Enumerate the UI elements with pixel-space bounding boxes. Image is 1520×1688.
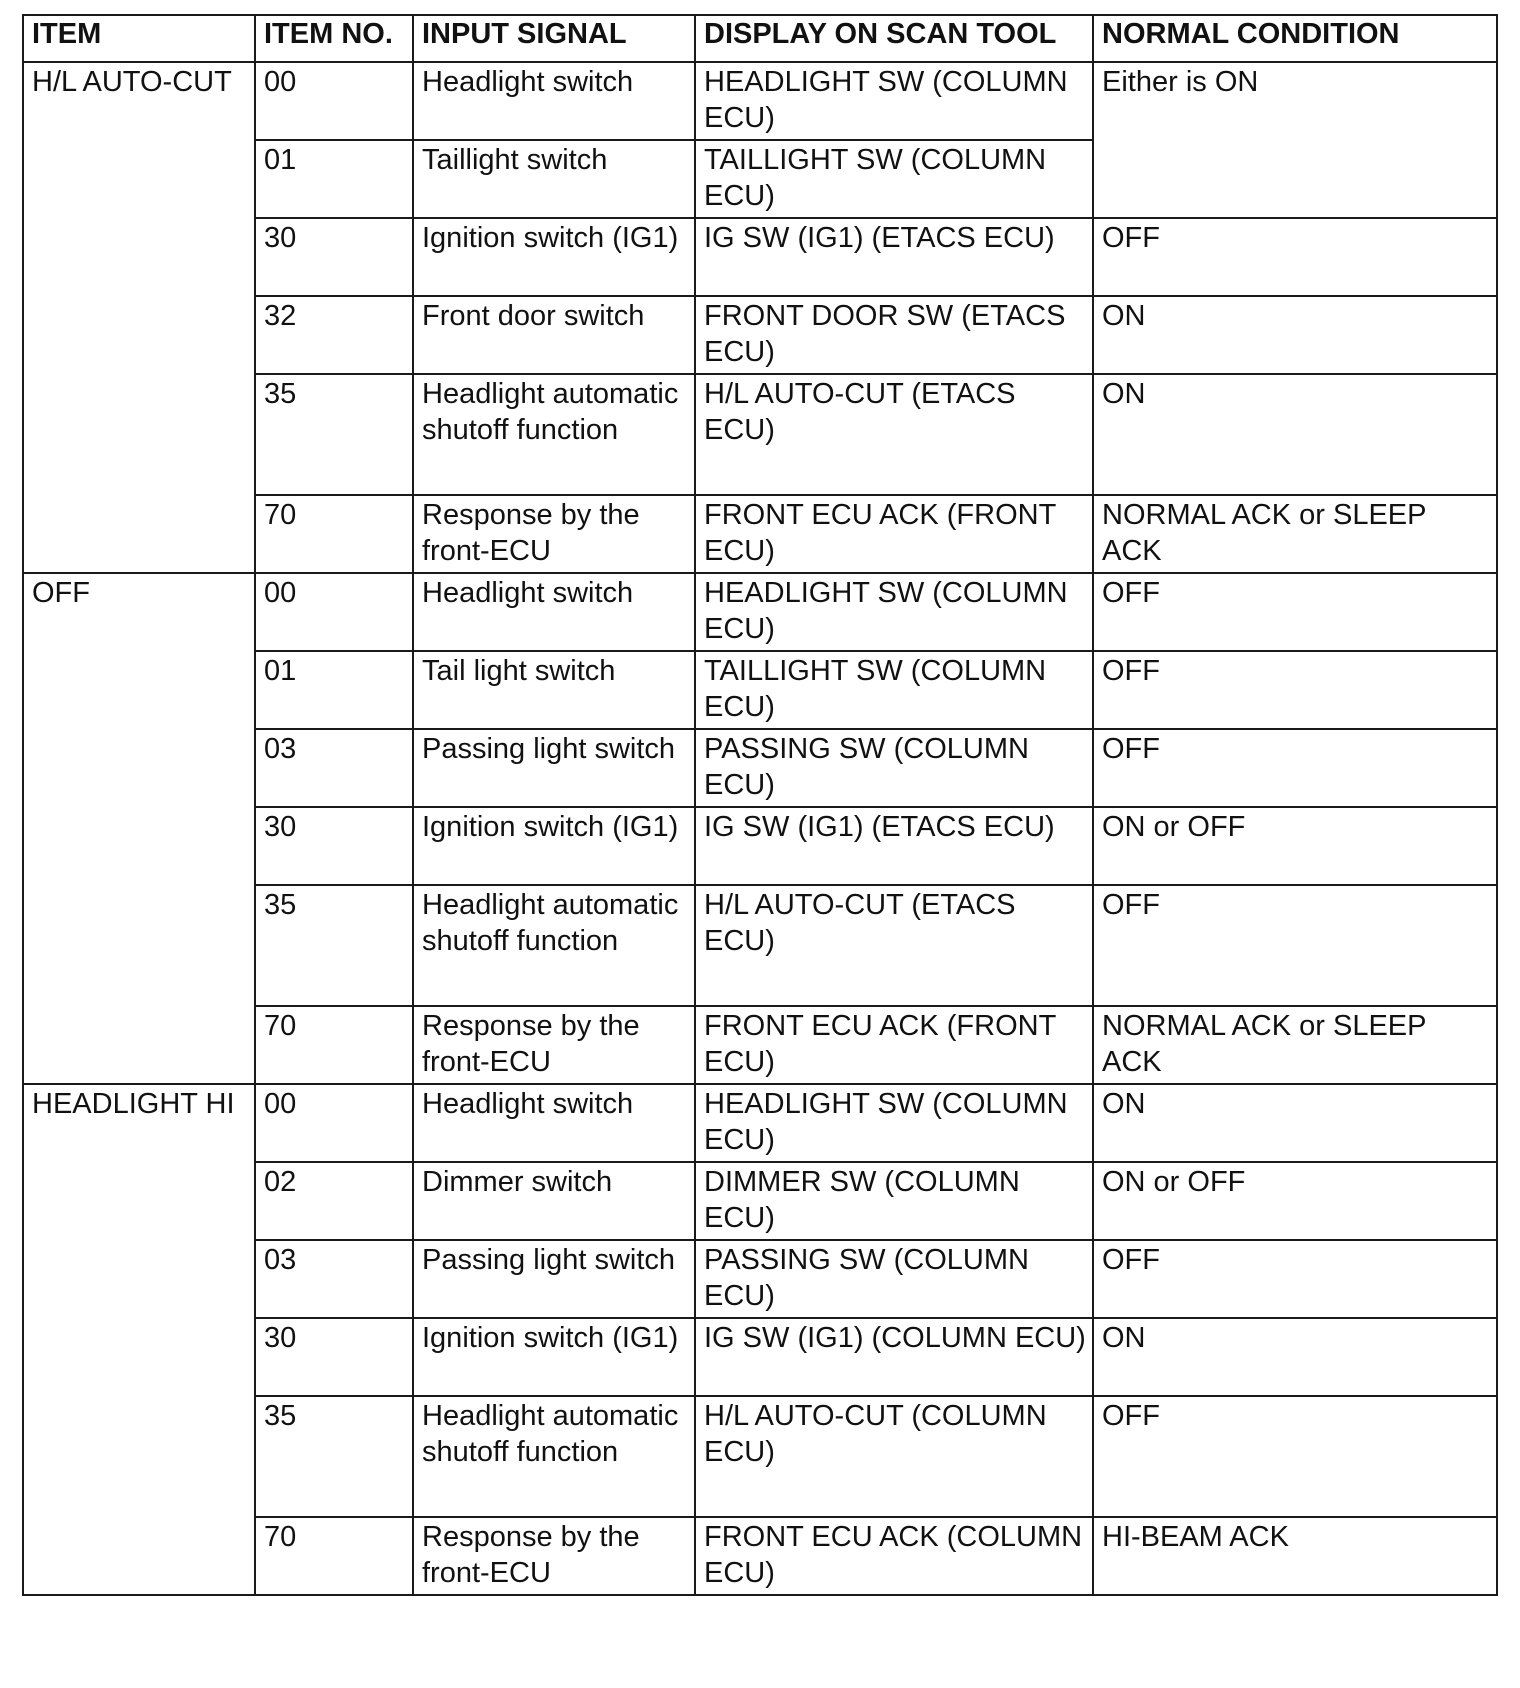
item-no-cell: 03 xyxy=(255,729,413,807)
header-input-signal: INPUT SIGNAL xyxy=(413,15,695,62)
item-no-cell: 35 xyxy=(255,1396,413,1517)
display-cell: PASSING SW (COLUMN ECU) xyxy=(695,1240,1093,1318)
input-signal-cell: Ignition switch (IG1) xyxy=(413,807,695,885)
header-normal-condition: NORMAL CONDITION xyxy=(1093,15,1497,62)
input-signal-cell: Response by the front-ECU xyxy=(413,1006,695,1084)
item-no-cell: 03 xyxy=(255,1240,413,1318)
item-cell: HEADLIGHT HI xyxy=(23,1084,255,1595)
input-signal-cell: Tail light switch xyxy=(413,651,695,729)
normal-condition-cell: Either is ON xyxy=(1093,62,1497,218)
item-no-cell: 70 xyxy=(255,495,413,573)
input-signal-cell: Dimmer switch xyxy=(413,1162,695,1240)
normal-condition-cell: OFF xyxy=(1093,1240,1497,1318)
display-cell: H/L AUTO-CUT (ETACS ECU) xyxy=(695,374,1093,495)
display-cell: HEADLIGHT SW (COLUMN ECU) xyxy=(695,1084,1093,1162)
input-signal-cell: Front door switch xyxy=(413,296,695,374)
display-cell: FRONT ECU ACK (FRONT ECU) xyxy=(695,1006,1093,1084)
display-cell: HEADLIGHT SW (COLUMN ECU) xyxy=(695,573,1093,651)
normal-condition-cell: OFF xyxy=(1093,729,1497,807)
normal-condition-cell: ON or OFF xyxy=(1093,807,1497,885)
input-signal-cell: Passing light switch xyxy=(413,1240,695,1318)
input-signal-cell: Response by the front-ECU xyxy=(413,1517,695,1595)
item-cell: H/L AUTO-CUT xyxy=(23,62,255,573)
input-signal-cell: Passing light switch xyxy=(413,729,695,807)
display-cell: DIMMER SW (COLUMN ECU) xyxy=(695,1162,1093,1240)
table-row xyxy=(23,1084,1497,1162)
document-page xyxy=(22,14,1496,1596)
input-signal-cell: Ignition switch (IG1) xyxy=(413,1318,695,1396)
input-signal-cell: Taillight switch xyxy=(413,140,695,218)
item-cell: OFF xyxy=(23,573,255,1084)
item-no-cell: 70 xyxy=(255,1517,413,1595)
normal-condition-cell: ON xyxy=(1093,1318,1497,1396)
item-no-cell: 35 xyxy=(255,885,413,1006)
display-cell: FRONT DOOR SW (ETACS ECU) xyxy=(695,296,1093,374)
header-display-on-scan-tool: DISPLAY ON SCAN TOOL xyxy=(695,15,1093,62)
input-signal-cell: Response by the front-ECU xyxy=(413,495,695,573)
display-cell: H/L AUTO-CUT (ETACS ECU) xyxy=(695,885,1093,1006)
display-cell: TAILLIGHT SW (COLUMN ECU) xyxy=(695,140,1093,218)
input-signal-cell: Headlight switch xyxy=(413,62,695,140)
input-signal-cell: Headlight automatic shutoff function xyxy=(413,885,695,1006)
display-cell: IG SW (IG1) (COLUMN ECU) xyxy=(695,1318,1093,1396)
table-row xyxy=(23,62,1497,140)
display-cell: PASSING SW (COLUMN ECU) xyxy=(695,729,1093,807)
item-no-cell: 01 xyxy=(255,651,413,729)
input-signal-cell: Headlight automatic shutoff function xyxy=(413,1396,695,1517)
input-signal-cell: Headlight switch xyxy=(413,1084,695,1162)
item-no-cell: 00 xyxy=(255,1084,413,1162)
input-signal-cell: Headlight switch xyxy=(413,573,695,651)
item-no-cell: 30 xyxy=(255,218,413,296)
input-signal-cell: Headlight automatic shutoff function xyxy=(413,374,695,495)
display-cell: IG SW (IG1) (ETACS ECU) xyxy=(695,218,1093,296)
item-no-cell: 32 xyxy=(255,296,413,374)
display-cell: TAILLIGHT SW (COLUMN ECU) xyxy=(695,651,1093,729)
item-no-cell: 00 xyxy=(255,62,413,140)
normal-condition-cell: ON or OFF xyxy=(1093,1162,1497,1240)
item-no-cell: 00 xyxy=(255,573,413,651)
display-cell: FRONT ECU ACK (COLUMN ECU) xyxy=(695,1517,1093,1595)
normal-condition-cell: OFF xyxy=(1093,885,1497,1006)
scan-tool-data-table xyxy=(22,14,1498,1596)
normal-condition-cell: OFF xyxy=(1093,573,1497,651)
item-no-cell: 30 xyxy=(255,1318,413,1396)
normal-condition-cell: OFF xyxy=(1093,218,1497,296)
normal-condition-cell: OFF xyxy=(1093,1396,1497,1517)
table-header-row xyxy=(23,15,1497,62)
normal-condition-cell: ON xyxy=(1093,296,1497,374)
item-no-cell: 70 xyxy=(255,1006,413,1084)
normal-condition-cell: HI-BEAM ACK xyxy=(1093,1517,1497,1595)
normal-condition-cell: OFF xyxy=(1093,651,1497,729)
normal-condition-cell: NORMAL ACK or SLEEP ACK xyxy=(1093,1006,1497,1084)
normal-condition-cell: ON xyxy=(1093,374,1497,495)
header-item: ITEM xyxy=(23,15,255,62)
item-no-cell: 30 xyxy=(255,807,413,885)
item-no-cell: 01 xyxy=(255,140,413,218)
item-no-cell: 35 xyxy=(255,374,413,495)
display-cell: FRONT ECU ACK (FRONT ECU) xyxy=(695,495,1093,573)
display-cell: HEADLIGHT SW (COLUMN ECU) xyxy=(695,62,1093,140)
table-row xyxy=(23,573,1497,651)
display-cell: IG SW (IG1) (ETACS ECU) xyxy=(695,807,1093,885)
normal-condition-cell: ON xyxy=(1093,1084,1497,1162)
header-item-no: ITEM NO. xyxy=(255,15,413,62)
item-no-cell: 02 xyxy=(255,1162,413,1240)
table-body xyxy=(23,62,1497,1595)
display-cell: H/L AUTO-CUT (COLUMN ECU) xyxy=(695,1396,1093,1517)
input-signal-cell: Ignition switch (IG1) xyxy=(413,218,695,296)
normal-condition-cell: NORMAL ACK or SLEEP ACK xyxy=(1093,495,1497,573)
